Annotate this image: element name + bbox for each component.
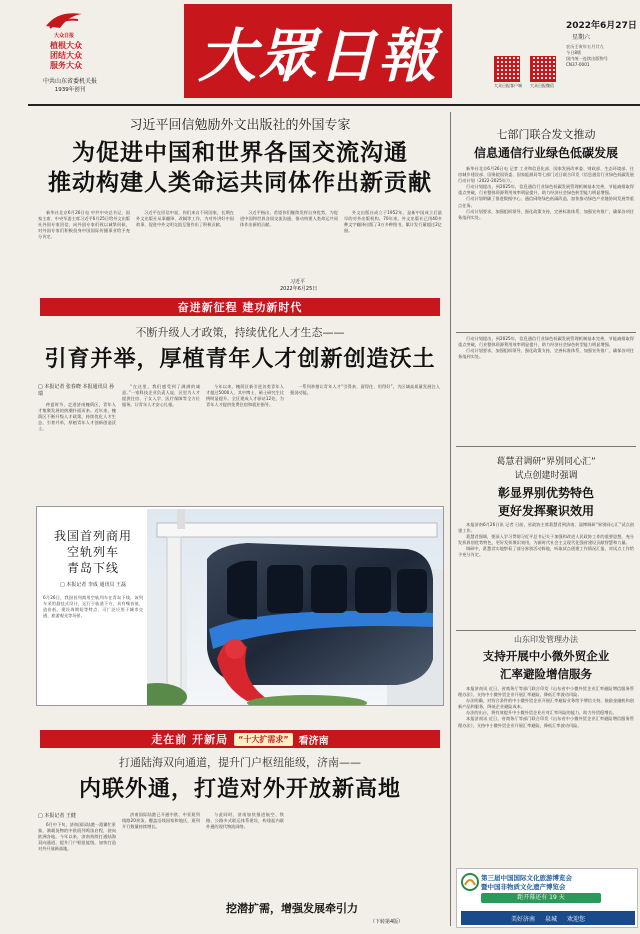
qr-code-app[interactable]: [494, 56, 524, 89]
right2-paragraph: 葛慧君强调，要深入学习贯彻习近平总书记关于加强和改进人民政协工作的重要思想，充分发挥界别优势特色，更好发挥聚识效用，为新时代社会主义现代化强省建设贡献智慧和力量。: [458, 534, 634, 546]
photo-title-1: 我国首列商用: [53, 529, 132, 543]
masthead-title-block: [184, 4, 452, 98]
section2-sub2: 挖潜扩需，增强发展牵引力: [226, 902, 358, 915]
logo-mark-text: 大众日报: [53, 33, 74, 39]
expo-button-2[interactable]: 泉城: [544, 915, 557, 923]
right3-paragraph: 办法的出台，将有效提升中小微外贸企业应对汇率风险的能力，助力外贸稳增长。: [466, 710, 617, 716]
expo-buttons: [461, 911, 635, 925]
lead-paragraph: 习近平指出，希望你们继续发挥自身优势，为促进中国和世界各国交流沟通、推动构建人类命运共同体作出新的贡献。: [240, 210, 338, 228]
lead-body-col2: [136, 210, 234, 292]
section1-paragraph: 今年以来，槐荫区新引进各类青年人才超过5000人，其中博士、硕士研究生比例明显提升。全区建成人才驿站12处，为青年人才提供免费住宿和就业指导。: [206, 384, 284, 408]
right-divider-2: [456, 446, 636, 447]
info-line: 国内统一连续出版物号: [566, 56, 608, 61]
right2-kicker2: 试点创建时强调: [514, 471, 578, 481]
lead-body-col1: [38, 210, 130, 292]
right-divider-3: [456, 630, 636, 631]
right3-body: [458, 686, 634, 862]
photo-title-3: 青岛下线: [66, 561, 119, 575]
photo-byline: □ 本报记者 李成 通讯员 王磊: [59, 582, 127, 588]
section2-paragraph: 6月中下旬，济南国际陆港一派繁忙景象，满载货物的中欧班列鸣笛启程，驶向欧洲各地。今年以来，济南持续打通陆海双向通道，提升门户枢纽能级，加快打造对外开放新高地。: [38, 822, 116, 852]
section-banner-forward: [40, 730, 440, 748]
qr-code-wechat[interactable]: [530, 56, 560, 89]
masthead-title: 大眾日報: [197, 22, 438, 90]
expo-title-1: 第三届中国国际文化旅游博览会: [481, 874, 572, 882]
expo-ad[interactable]: [456, 868, 638, 928]
expo-title-2: 暨中国非物质文化遗产博览会: [481, 883, 566, 891]
right1-paragraph: 行动计划要求，加强组织领导，强化政策支持，完善标准体系，加强宣传推广，确保各项任务落到实处。: [458, 208, 634, 220]
issue-date: 2022年6月27日: [566, 21, 637, 31]
lead-paragraph: 新华社北京6月26日电 中共中央总书记、国家主席、中央军委主席习近平6月25日给外文出版社外国专家回信，向外国专家们致以诚挚问候，对外国专家们积极投身中国国际传播事业给予充分肯定。: [38, 210, 130, 240]
lead-sign-date: 2022年6月25日: [280, 286, 318, 292]
section1-body-col1: [38, 402, 116, 500]
lead-kicker: 习近平回信勉励外文出版社的外国专家: [129, 118, 351, 133]
section1-headline: 引育并举，厚植青年人才创新创造沃土: [44, 346, 436, 372]
section2-continue[interactable]: （下转第4版）: [370, 919, 404, 925]
section1-paragraph: “在这里，我们感受到了满满的诚意。”一家科技企业负责人说，区里为人才提供住房、子女入学、医疗保障等全方位服务，让青年人才安心扎根。: [122, 384, 200, 408]
section2-banner-text: 走在前 开新局: [151, 733, 229, 746]
expo-button-3[interactable]: 欢迎您: [567, 915, 586, 923]
section2-paragraph: 与此同时，济南加快推进航空、铁路、公路多式联运体系建设，构建起内联外通的现代物流网络。: [206, 812, 284, 830]
section2-byline: □ 本报记者 王健: [38, 813, 76, 819]
right3-paragraph: 本报济南讯 近日，省商务厅等部门联合印发《山东省中小微外贸企业汇率避险增信服务管理办法》，支持中小微外贸企业开展汇率避险，降低汇率波动风险。: [458, 686, 634, 698]
right1-paragraph: 行动计划提出，到2025年，信息通信行业绿色低碳发展管理机制基本完善，节能减排取得重点突破，行业整体资源利用效率明显提升，助力经济社会绿色转型能力明显增强。: [458, 184, 634, 196]
right2-paragraph: 调研中，葛慧君实地察看了部分界别活动阵地，听取试点创建工作情况汇报，对试点工作给予充分肯定。: [458, 546, 634, 558]
right1-paragraph: 行动计划要求，加强组织领导，强化政策支持，完善标准体系，加强宣传推广，确保各项任务落到实处。: [458, 348, 634, 360]
expo-logo-icon: [461, 873, 479, 891]
right3-headline-2: 汇率避险增信服务: [500, 667, 592, 681]
founded-label: 1939年创刊: [54, 87, 86, 93]
info-line: 农历壬寅年五月廿九: [566, 44, 604, 49]
qr-label-app: 大众日报客户端: [494, 83, 522, 88]
right3-paragraph: 办法明确，对符合条件的中小微外贸企业开展汇率避险业务给予增信支持，鼓励金融机构创新产品和服务，降低企业避险成本。: [458, 698, 634, 710]
expo-countdown: 距开幕还有 19 天: [481, 893, 601, 903]
right3-kicker: 山东印发管理办法: [514, 635, 578, 644]
section2-body-col2: [122, 812, 200, 930]
column-divider: [450, 112, 451, 926]
section1-paragraph: 仲夏时节，走进济南槐荫区，青年人才集聚发展的热潮扑面而来。近年来，槐荫区不断升级人才政策，持续优化人才生态，引育并举，厚植青年人才创新创造沃土。: [38, 402, 116, 432]
section1-body-col2: [122, 384, 200, 500]
right3-paragraph: 本报济南讯 近日，省商务厅等部门联合印发《山东省中小微外贸企业汇率避险增信服务管理办法》，支持中小微外贸企业开展汇率避险，降低汇率波动风险。: [458, 716, 634, 728]
photo-frame: [36, 506, 444, 706]
info-line: CN37-0001: [566, 62, 590, 67]
expo-button-1[interactable]: 美好济南: [510, 915, 535, 923]
monorail-photo: [147, 509, 443, 705]
section2-body-col1: [38, 822, 116, 930]
section2-paragraph: 济南国际陆港已开通中欧、中亚班列线路20余条，覆盖沿线国家和地区，班列开行数量持续增长。: [122, 812, 200, 830]
right1-paragraph: 新华社北京6月26日电 记者 工业和信息化部、国家发展改革委、财政部、生态环境部、住房城乡建设部、国务院国资委、国家能源局等七部门近日联合印发《信息通信行业绿色低碳发展行动计划（2022-2025年）》。: [458, 166, 634, 184]
right1-body: [458, 166, 634, 328]
slogan-2: 团结大众: [50, 51, 82, 60]
right1-paragraph: 行动计划明确了推进数据中心、通信网络绿色低碳改造，加快推动绿色产业链协同发展等重点任务。: [458, 196, 634, 208]
lead-paragraph: 外文出版社成立于1952年，是新中国成立后最早的对外出版机构。70年来，外文出版社已用40多种文字翻译出版了3万多种图书，累计发行量超过2亿册。: [344, 210, 442, 234]
photo-title-2: 空轨列车: [66, 545, 119, 559]
right3-headline-1: 支持开展中小微外贸企业: [482, 649, 610, 663]
right2-body: [458, 522, 634, 626]
logo-icon: [44, 8, 84, 32]
photo-caption: 6月26日，我国首列商用空轨列车在青岛下线。该列车采用悬挂式设计，运行于轨道下方，具有噪音低、造价低、建设周期短等特点，可广泛应用于城市交通、旅游观光等场景。: [43, 595, 143, 619]
lead-headline-2: 推动构建人类命运共同体作出新贡献: [48, 169, 432, 196]
section-banner-new-journey: [40, 298, 440, 316]
section-banner-text: 奋进新征程 建功新时代: [177, 301, 303, 314]
slogan-3: 服务大众: [50, 61, 82, 70]
lead-paragraph: 习近平在回信中说，你们来自不同国家，长期在外文出版社从事翻译、改稿等工作，为对外讲好中国故事、促进中外文明交流互鉴作出了积极贡献。: [136, 210, 234, 228]
slogan-1: 植根大众: [50, 41, 82, 50]
lead-body-col3: [240, 210, 338, 278]
right2-headline-1: 彰显界别优势特色: [497, 486, 594, 500]
right2-paragraph: 本报济南6月26日讯 记者 日前，省政协主席葛慧君到济南、淄博调研“界别同心汇”试点创建工作。: [458, 522, 634, 534]
section1-body-col4: [290, 384, 440, 500]
right1-body-cont: [458, 336, 634, 440]
right1-kicker: 七部门联合发文推动: [496, 128, 596, 141]
issue-info: [566, 44, 636, 68]
section1-paragraph: 一系列举措让青年人才“引得来、留得住、用得好”，为区域高质量发展注入强劲动能。: [290, 384, 440, 396]
lead-headline-1: 为促进中国和世界各国交流沟通: [72, 139, 408, 166]
section1-sub: 不断升级人才政策，持续优化人才生态——: [135, 326, 345, 339]
lead-body-col4: [344, 210, 442, 292]
organ-label: 中共山东省委机关报: [42, 78, 97, 85]
section2-banner-text-b: 看济南: [298, 735, 329, 747]
right2-kicker: 葛慧君调研“界别同心汇”: [496, 457, 596, 467]
section1-body-col3: [206, 384, 284, 500]
masthead: [0, 0, 640, 108]
right1-paragraph: 行动计划提出，到2025年，信息通信行业绿色低碳发展管理机制基本完善，节能减排取得重点突破，行业整体资源利用效率明显提升，助力经济社会绿色转型能力明显增强。: [458, 336, 634, 348]
right1-headline: 信息通信行业绿色低碳发展: [473, 146, 618, 160]
masthead-divider: [28, 104, 640, 106]
issue-weekday: 星期六: [572, 34, 591, 41]
section2-headline: 内联外通，打造对外开放新高地: [78, 776, 401, 802]
qr-label-wechat: 大众日报微信: [530, 83, 554, 88]
section2-sub: 打通陆海双向通道，提升门户枢纽能级，济南——: [119, 756, 361, 769]
section2-banner-tag: “十大扩需求”: [234, 733, 293, 746]
section1-byline: □ 本报记者 张春晓 本报通讯员 孙瑞: [38, 384, 115, 397]
info-line: 今日8版: [566, 50, 582, 55]
right2-headline-2: 更好发挥聚识效用: [497, 504, 594, 518]
lead-signature: 习近平: [290, 279, 306, 285]
right-divider-1: [456, 332, 636, 333]
